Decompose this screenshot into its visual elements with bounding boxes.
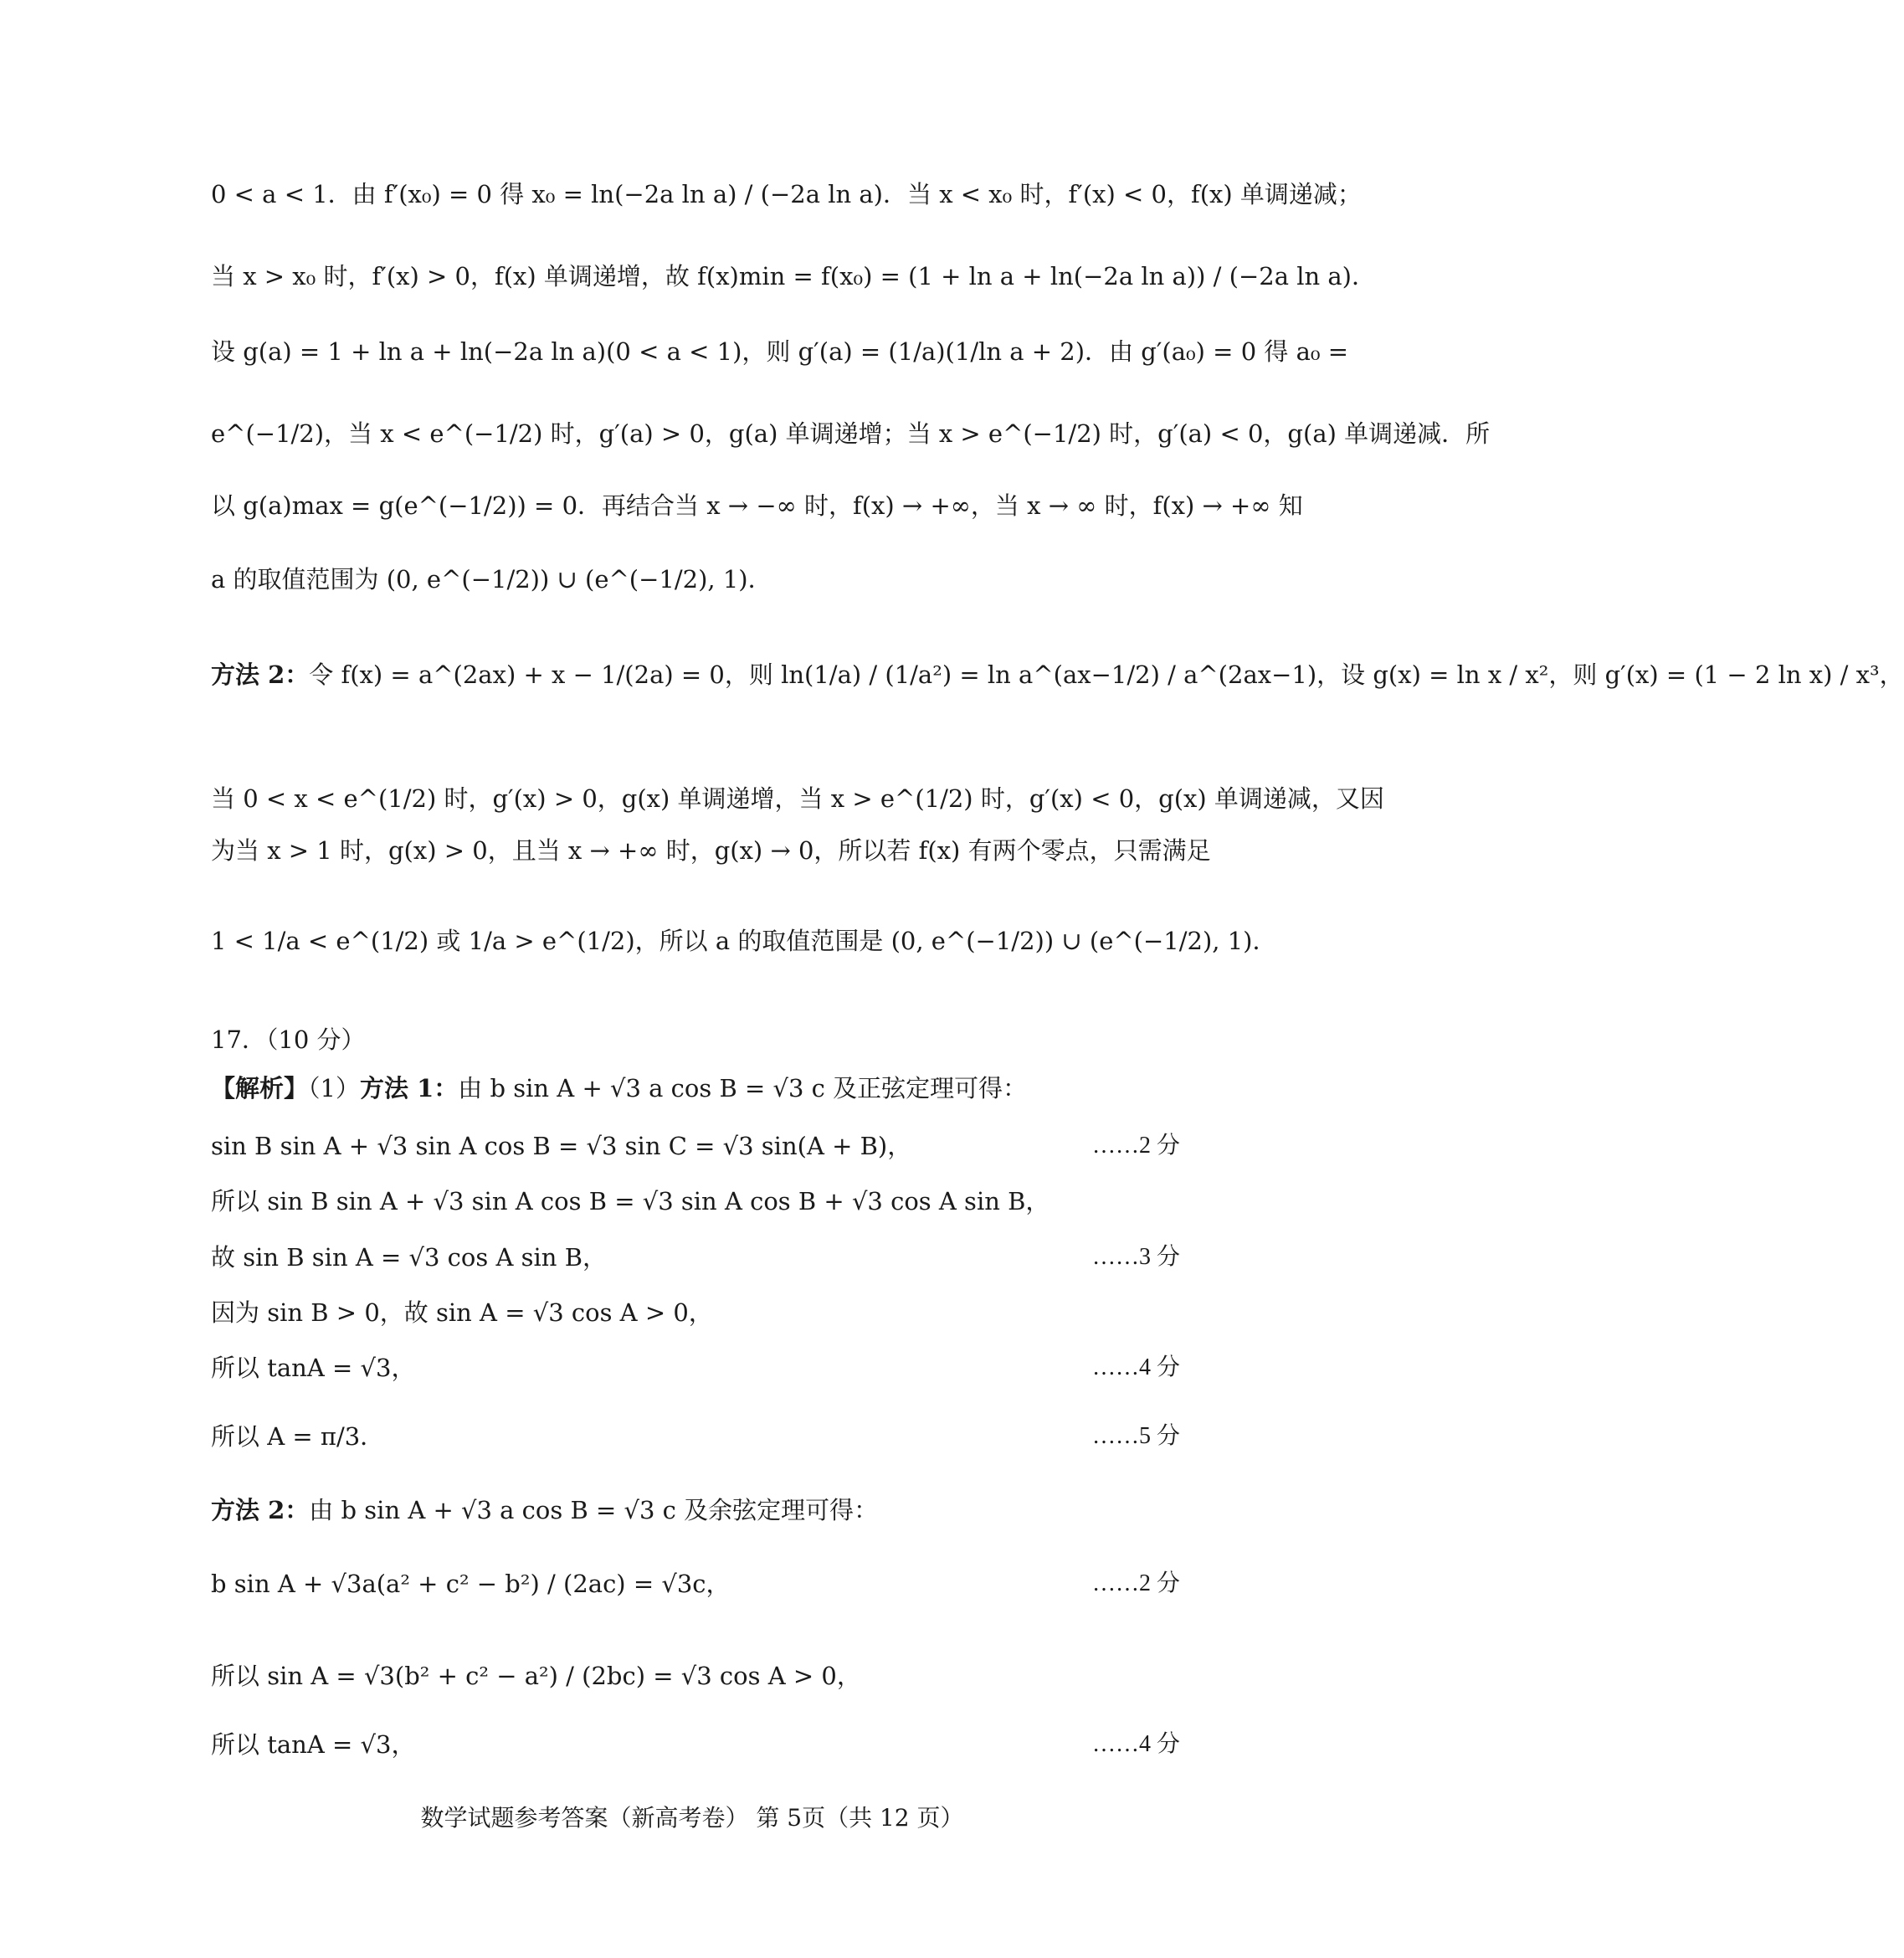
q17-method2-line: [211, 1493, 1182, 1527]
method1-line-3: 设 g(a) = 1 + ln a + ln(−2a ln a)(0 < a < 1)，则 g′(a) = (1/a)(1/ln a + 2)．由 g′(a₀) = 0 得 a₀ =: [211, 337, 1349, 366]
q17-m1-step-4: 因为 sin B > 0，故 sin A = √3 cos A > 0，: [211, 1298, 713, 1327]
page-footer: 数学试题参考答案（新高考卷） 第 5页（共 12 页）: [420, 1804, 964, 1832]
part-label: （1）: [308, 1074, 360, 1102]
method1-line-4: e^(−1/2)，当 x < e^(−1/2) 时，g′(a) > 0，g(a) 单调递增；当 x > e^(−1/2) 时，g′(a) < 0，g(a) 单调递减．所: [211, 419, 1491, 448]
method2-line-2: 当 0 < x < e^(1/2) 时，g′(x) > 0，g(x) 单调递增，当 x > e^(1/2) 时，g′(x) < 0，g(x) 单调递减，又因: [211, 784, 1384, 813]
q17-m1-step-2: 所以 sin B sin A + √3 sin A cos B = √3 sin A cos B + √3 cos A sin B，: [211, 1187, 1050, 1215]
q17-m1-step-5: 所以 tanA = √3，: [211, 1354, 416, 1382]
q17-method2-label: 方法 2：: [211, 1496, 310, 1524]
q17-method1-intro: 由 b sin A + √3 a cos B = √3 c 及正弦定理可得：: [458, 1074, 1028, 1102]
q17-method2-intro: 由 b sin A + √3 a cos B = √3 c 及余弦定理可得：: [309, 1496, 879, 1524]
analysis-label: 【解析】: [211, 1074, 309, 1102]
score-mark: ……3 分: [1091, 1244, 1180, 1270]
method1-line-5: 以 g(a)max = g(e^(−1/2)) = 0．再结合当 x → −∞ 时，f(x) → +∞，当 x → ∞ 时，f(x) → +∞ 知: [211, 491, 1303, 520]
method2-label: 方法 2：: [211, 660, 310, 689]
q17-m2-step-1: b sin A + √3a(a² + c² − b²) / (2ac) = √3c，: [211, 1570, 731, 1598]
q17-m1-step-3: 故 sin B sin A = √3 cos A sin B，: [211, 1243, 608, 1272]
score-mark: ……2 分: [1091, 1133, 1180, 1159]
q17-method1-label: 方法 1：: [359, 1074, 459, 1102]
q17-m2-step-2: 所以 sin A = √3(b² + c² − a²) / (2bc) = √3 cos A > 0，: [211, 1662, 861, 1690]
method1-line-6: a 的取值范围为 (0, e^(−1/2)) ∪ (e^(−1/2), 1)．: [211, 565, 772, 594]
method2-text-1: 令 f(x) = a^(2ax) + x − 1/(2a) = 0，则 ln(1/a) / (1/a²) = ln a^(ax−1/2) / a^(2ax−1)，设 g(x) = ln x / x²，则 g′(x) = (1 − 2 ln x) / x³，: [309, 660, 1904, 689]
score-mark: ……2 分: [1091, 1570, 1180, 1596]
method2-line-1: [211, 658, 1904, 691]
q17-intro-line: [211, 1072, 1182, 1105]
q17-heading: 17．（10 分）: [211, 1025, 366, 1054]
score-mark: ……5 分: [1091, 1423, 1180, 1449]
method2-line-3: 为当 x > 1 时，g(x) > 0，且当 x → +∞ 时，g(x) → 0，所以若 f(x) 有两个零点，只需满足: [211, 836, 1211, 865]
score-mark: ……4 分: [1091, 1731, 1180, 1757]
method1-line-1: 0 < a < 1．由 f′(x₀) = 0 得 x₀ = ln(−2a ln a) / (−2a ln a)．当 x < x₀ 时，f′(x) < 0，f(x) 单调递减；: [211, 180, 1362, 208]
q17-m1-step-6: 所以 A = π/3．: [211, 1422, 385, 1451]
q17-m2-step-3: 所以 tanA = √3，: [211, 1730, 416, 1759]
method2-line-4: 1 < 1/a < e^(1/2) 或 1/a > e^(1/2)，所以 a 的取值范围是 (0, e^(−1/2)) ∪ (e^(−1/2), 1)．: [211, 927, 1277, 955]
method1-line-2: 当 x > x₀ 时，f′(x) > 0，f(x) 单调递增，故 f(x)min = f(x₀) = (1 + ln a + ln(−2a ln a)) / (−2a ln a)．: [211, 262, 1376, 290]
score-mark: ……4 分: [1091, 1354, 1180, 1380]
q17-m1-step-1: sin B sin A + √3 sin A cos B = √3 sin C = √3 sin(A + B)，: [211, 1132, 912, 1160]
